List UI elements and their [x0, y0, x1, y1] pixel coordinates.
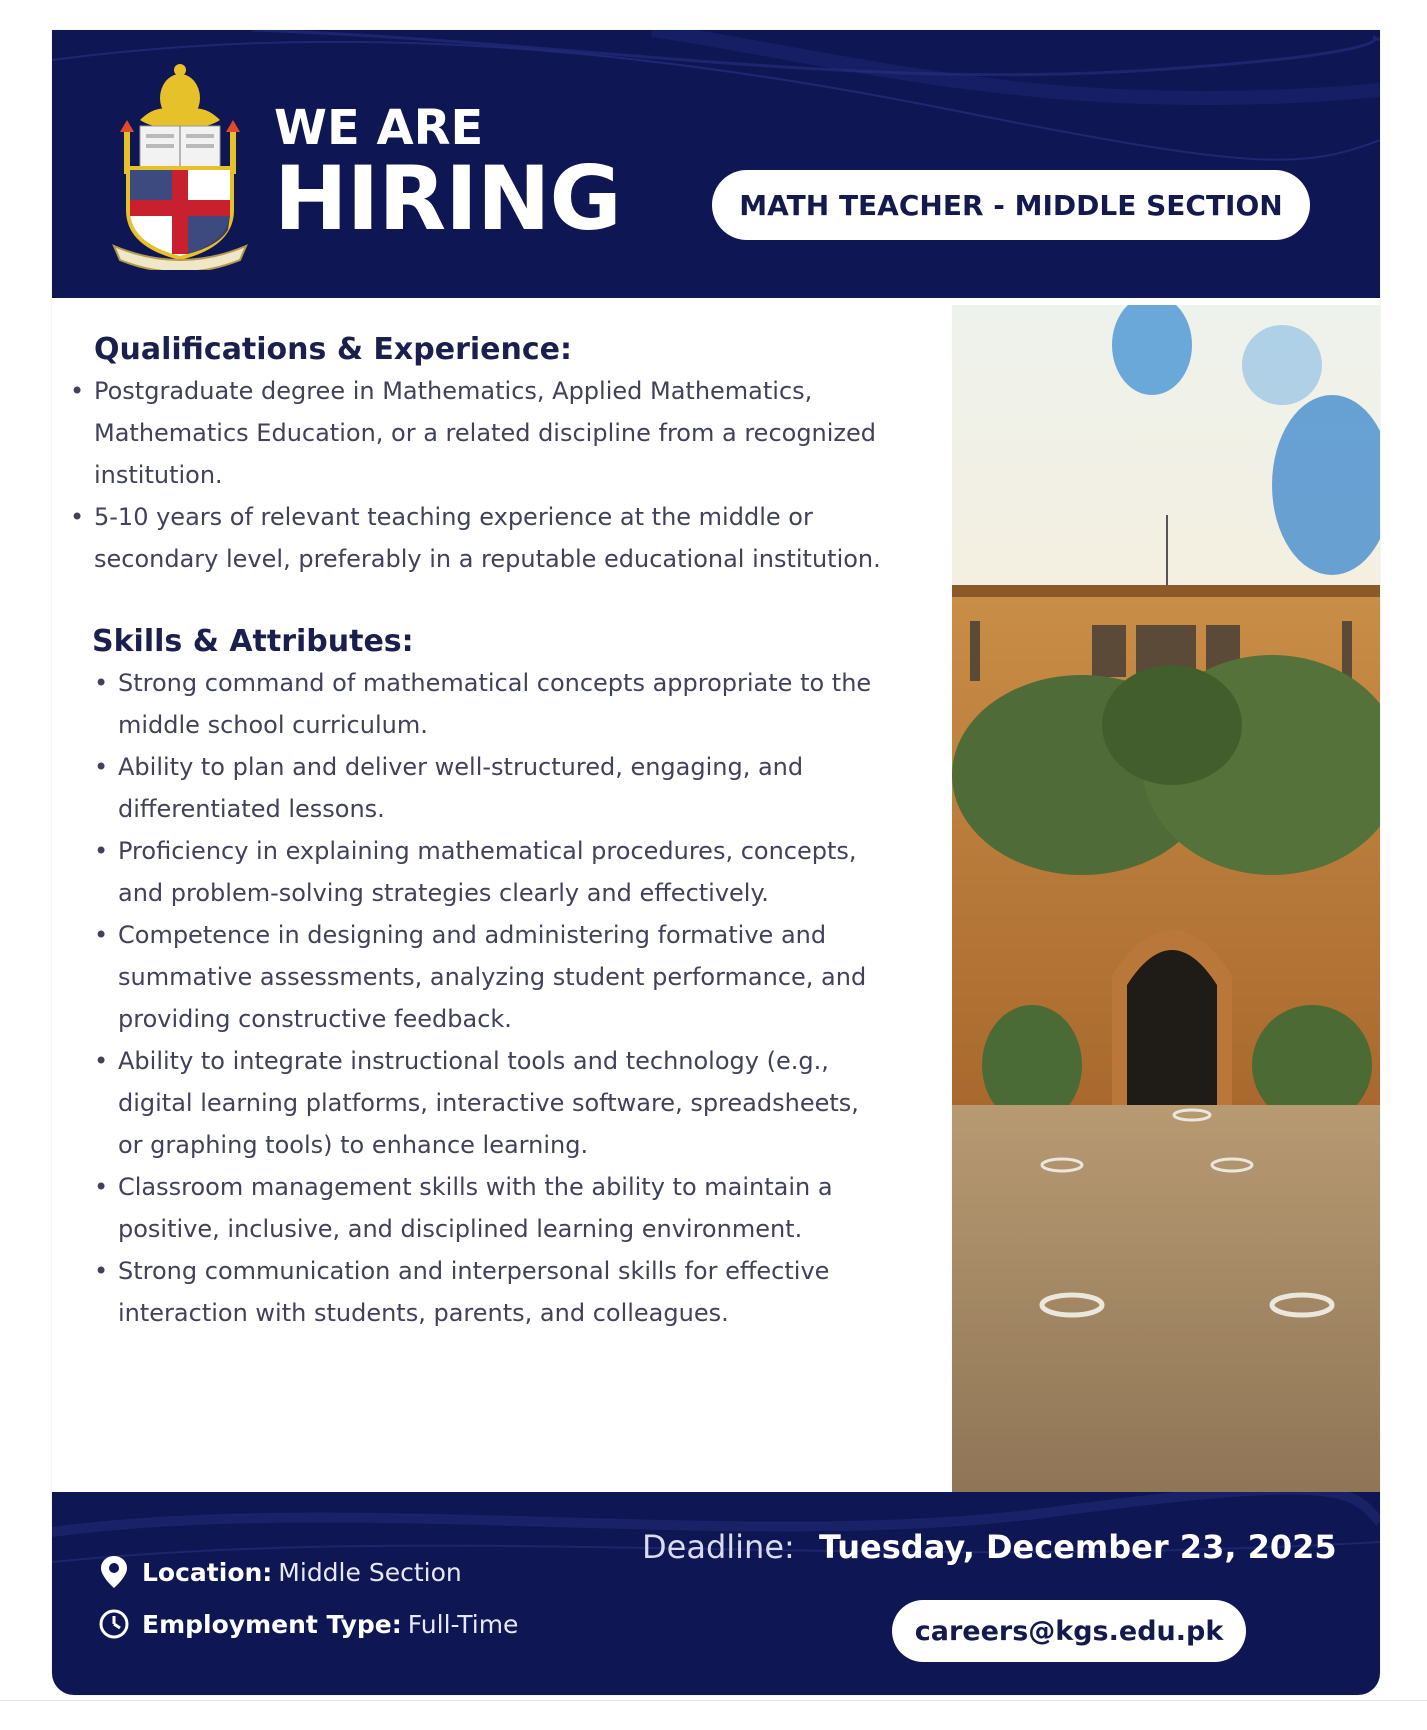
employment-value: Full-Time [407, 1609, 519, 1639]
poster-header [52, 30, 1380, 298]
location-label: Location: [142, 1557, 273, 1587]
location-row [98, 1554, 462, 1590]
list-item: • 5-10 years of relevant teaching experience at the middle or secondary level, preferably in a reputable educational institution. [94, 496, 884, 580]
footer-wave-decoration [52, 1492, 1380, 1695]
location-value: Middle Section [278, 1557, 462, 1587]
page-divider [0, 1700, 1427, 1701]
hiring-text: HIRING [274, 147, 621, 250]
skills-list [118, 662, 878, 1334]
email-text[interactable]: careers@kgs.edu.pk [914, 1615, 1224, 1647]
list-item: • Ability to integrate instructional tools and technology (e.g., digital learning platforms, interactive software, spreadsheets, or graphing tools) to enhance learning. [118, 1040, 878, 1166]
role-badge [712, 170, 1310, 240]
list-item: • Strong command of mathematical concepts appropriate to the middle school curriculum. [118, 662, 878, 746]
header-wave-decoration [52, 30, 1380, 298]
clock-icon [98, 1606, 130, 1642]
employment-row [98, 1606, 518, 1642]
school-crest-icon [110, 60, 250, 270]
map-pin-icon [98, 1554, 130, 1590]
list-item: • Postgraduate degree in Mathematics, Applied Mathematics, Mathematics Education, or a related discipline from a recognized institution. [94, 370, 884, 496]
role-label: MATH TEACHER - MIDDLE SECTION [739, 188, 1283, 222]
list-item: • Proficiency in explaining mathematical procedures, concepts, and problem-solving strategies clearly and effectively. [118, 830, 878, 914]
deadline [642, 1528, 1337, 1566]
job-details [52, 298, 952, 1510]
we-are-text: WE ARE [274, 100, 484, 156]
email-link[interactable] [892, 1600, 1246, 1662]
list-item: • Classroom management skills with the ability to maintain a positive, inclusive, and disciplined learning environment. [118, 1166, 878, 1250]
poster-footer [52, 1492, 1380, 1695]
skills-title: Skills & Attributes: [92, 624, 414, 659]
list-item: • Competence in designing and administering formative and summative assessments, analyzing student performance, and providing constructive feedback. [118, 914, 878, 1040]
qualifications-list [94, 370, 884, 580]
hiring-headline [274, 100, 621, 250]
deadline-date: Tuesday, December 23, 2025 [818, 1528, 1337, 1566]
hiring-poster [52, 30, 1380, 1695]
qualifications-title: Qualifications & Experience: [94, 332, 573, 367]
list-item: • Strong communication and interpersonal skills for effective interaction with students, parents, and colleagues. [118, 1250, 878, 1334]
school-building-photo [952, 305, 1380, 1495]
deadline-label: Deadline: [642, 1528, 795, 1566]
employment-label: Employment Type: [142, 1609, 402, 1639]
list-item: • Ability to plan and deliver well-structured, engaging, and differentiated lessons. [118, 746, 878, 830]
